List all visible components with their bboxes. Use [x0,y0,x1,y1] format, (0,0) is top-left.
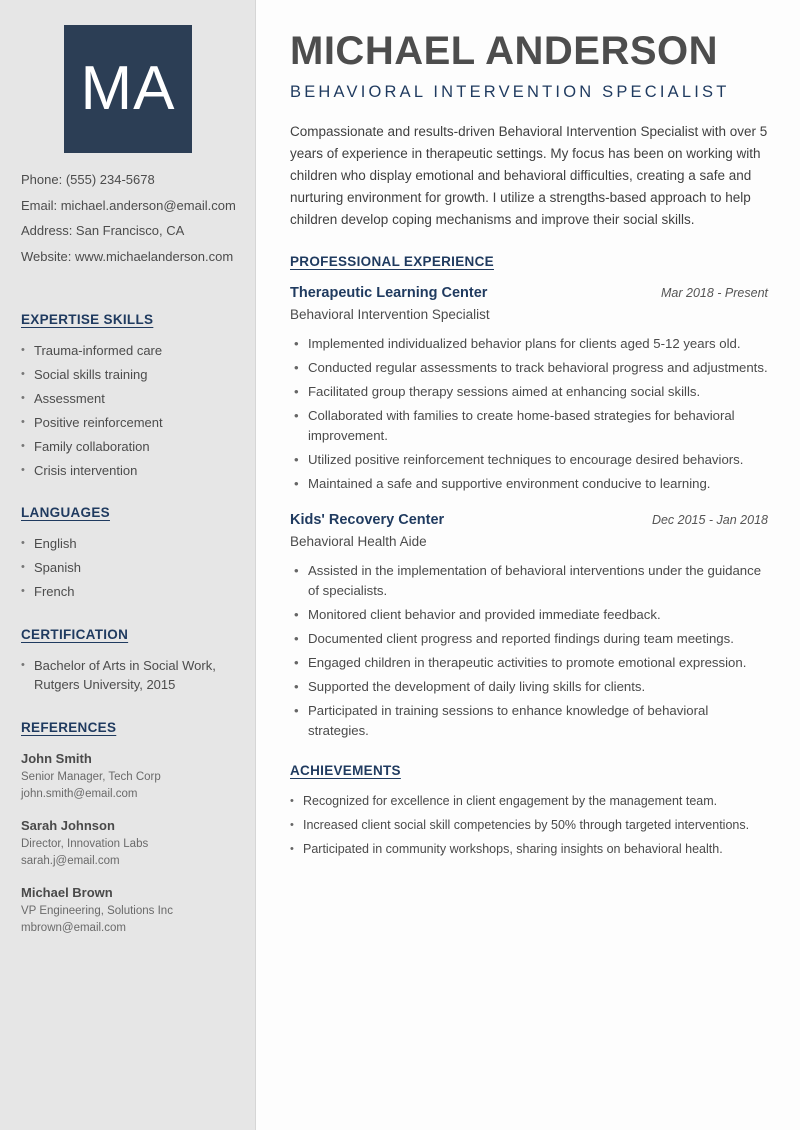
skills-list [21,341,243,480]
contact-email: Email: michael.anderson@email.com [21,197,236,213]
professional-summary: Compassionate and results-driven Behavioral Intervention Specialist with over 5 years of experience in therapeutic settings. My focus has been on working with children who display emotional and behavioral difficulties, creating a safe and nurturing environment for growth. I utilize a strengths-based approach to help children develop coping mechanisms and improve their social skills. [290,124,768,227]
certification-heading: CERTIFICATION [21,627,129,642]
reference-email: sarah.j@email.com [21,855,120,867]
sidebar [0,0,256,1130]
reference-role: Director, Innovation Labs [21,838,149,850]
achievements-heading: ACHIEVEMENTS [290,763,401,778]
job-entry [290,283,768,498]
job-bullets [290,561,768,741]
candidate-title: BEHAVIORAL INTERVENTION SPECIALIST [290,83,730,101]
job-bullet: • Assisted in the implementation of behavioral interventions under the guidance of specialists. [290,561,768,601]
contact-info [21,170,236,272]
reference-entry [21,749,243,803]
references-section [21,720,243,950]
job-bullet: • Facilitated group therapy sessions aimed at enhancing social skills. [290,382,768,402]
languages-list [21,534,243,601]
language-item: • French [21,582,243,601]
job-bullet: • Maintained a safe and supportive environment conducive to learning. [290,474,768,494]
skill-item: • Positive reinforcement [21,413,243,432]
job-bullet: • Engaged children in therapeutic activities to promote emotional expression. [290,653,768,673]
experience-heading: PROFESSIONAL EXPERIENCE [290,254,494,269]
job-title: Behavioral Intervention Specialist [290,307,490,322]
job-bullet: • Supported the development of daily living skills for clients. [290,677,768,697]
achievements-list [290,791,768,863]
skill-item: • Family collaboration [21,437,243,456]
skills-heading: EXPERTISE SKILLS [21,312,154,327]
languages-heading: LANGUAGES [21,505,110,520]
contact-website: Website: www.michaelanderson.com [21,248,234,264]
job-bullet: • Conducted regular assessments to track behavioral progress and adjustments. [290,358,768,378]
job-bullets [290,334,768,494]
job-company: Therapeutic Learning Center [290,285,488,301]
job-entry [290,510,768,745]
certification-list [21,656,243,694]
languages-section [21,505,243,606]
job-header [290,283,768,303]
language-item: • English [21,534,243,553]
job-bullet: • Monitored client behavior and provided immediate feedback. [290,605,768,625]
reference-entry [21,816,243,870]
skill-item: • Assessment [21,389,243,408]
candidate-name: MICHAEL ANDERSON [290,29,719,73]
certification-item: • Bachelor of Arts in Social Work, Rutgers University, 2015 [21,656,224,694]
reference-role: Senior Manager, Tech Corp [21,771,161,783]
references-heading: REFERENCES [21,720,117,735]
job-title: Behavioral Health Aide [290,534,427,549]
reference-name: John Smith [21,751,92,766]
job-dates: Dec 2015 - Jan 2018 [651,513,768,527]
job-bullet: • Collaborated with families to create home-based strategies for behavioral improvement. [290,406,768,446]
reference-name: Sarah Johnson [21,818,115,833]
job-bullet: • Implemented individualized behavior plans for clients aged 5-12 years old. [290,334,768,354]
job-bullet: • Documented client progress and reported findings during team meetings. [290,629,768,649]
skill-item: • Social skills training [21,365,243,384]
reference-email: john.smith@email.com [21,788,138,800]
monogram-avatar: MA [64,25,192,153]
job-company: Kids' Recovery Center [290,512,445,528]
job-bullet: • Participated in training sessions to enhance knowledge of behavioral strategies. [290,701,768,741]
job-dates: Mar 2018 - Present [661,286,768,300]
skills-section [21,312,243,485]
reference-name: Michael Brown [21,885,113,900]
skill-item: • Trauma-informed care [21,341,243,360]
reference-email: mbrown@email.com [21,922,126,934]
job-header [290,510,768,530]
language-item: • Spanish [21,558,243,577]
achievement-item: • Increased client social skill competencies by 50% through targeted interventions. [290,815,768,835]
achievement-item: • Participated in community workshops, sharing insights on behavioral health. [290,839,768,859]
achievement-item: • Recognized for excellence in client engagement by the management team. [290,791,768,811]
contact-address: Address: San Francisco, CA [21,223,185,238]
reference-entry [21,883,243,937]
job-bullet: • Utilized positive reinforcement techniques to encourage desired behaviors. [290,450,768,470]
reference-role: VP Engineering, Solutions Inc [21,905,173,917]
skill-item: • Crisis intervention [21,461,243,480]
certification-section [21,627,243,699]
contact-phone: Phone: (555) 234-5678 [21,172,155,187]
